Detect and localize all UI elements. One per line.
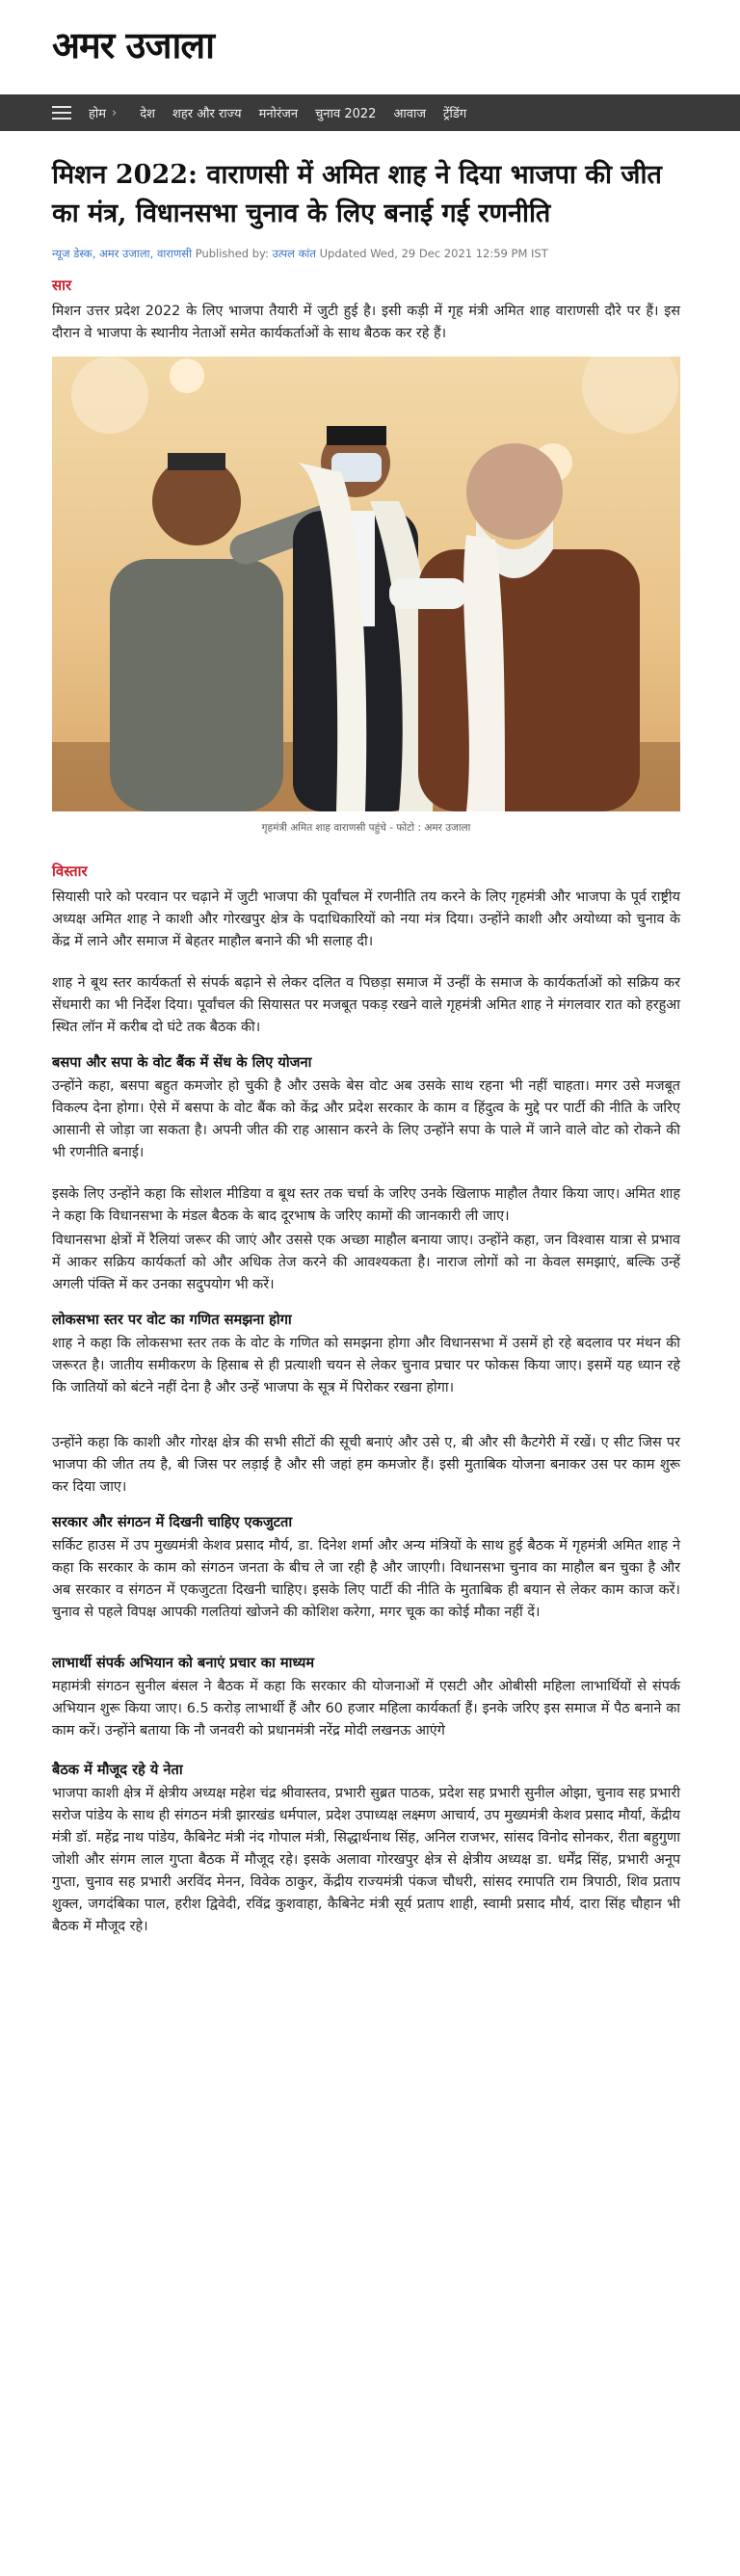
photo-illustration bbox=[52, 357, 680, 811]
subheading: लोकसभा स्तर पर वोट का गणित समझना होगा bbox=[52, 1312, 292, 1328]
desk-link[interactable]: न्यूज डेस्क, अमर उजाला, वाराणसी bbox=[52, 247, 193, 260]
nav-item-trending[interactable]: ट्रेंडिंग bbox=[442, 107, 467, 121]
article-paragraph: सर्किट हाउस में उप मुख्यमंत्री केशव प्रसाद मौर्य, डा. दिनेश शर्मा और अन्य मंत्रियों के साथ हुई बैठक में गृहमंत्री अमित शाह ने कहा कि सरकार के काम को संगठन जनता के बीच ले जा रही है और जाएगी। विधानसभा चुनाव का माहौल बन चुका है और अब सरकार व संगठन में एकजुटता दिखनी चाहिए। इसके लिए पार्टी की नीति के मुताबिक ही बयान से लेकर काम काज करें। चुनाव से पहले विपक्ष आपकी गलतियां खोजने की कोशिश करेगा, मगर चूक का कोई मौका नहीं दें। bbox=[52, 1538, 680, 1620]
article-meta bbox=[52, 245, 680, 262]
nav-items bbox=[89, 94, 484, 131]
article-paragraph: इसके लिए उन्होंने कहा कि सोशल मीडिया व बूथ स्तर तक चर्चा के जरिए उनके खिलाफ माहौल तैयार किया जाए। अमित शाह ने कहा कि विधानसभा के मंडल बैठक के बाद दूरभाष के जरिए कामों की जानकारी ली जाए। bbox=[52, 1186, 680, 1224]
article-image bbox=[52, 357, 680, 811]
published-label: Published by: bbox=[195, 247, 269, 260]
site-header bbox=[0, 0, 740, 94]
subheading: सरकार और संगठन में दिखनी चाहिए एकजुटता bbox=[52, 1514, 293, 1530]
site-logo[interactable]: अमर उजाला bbox=[52, 23, 214, 66]
article-paragraph: सियासी पारे को परवान पर चढ़ाने में जुटी भाजपा की पूर्वांचल में रणनीति तय करने के लिए गृहमंत्री और भाजपा के पूर्व राष्ट्रीय अध्यक्ष अमित शाह ने काशी और गोरखपुर क्षेत्र के पदाधिकारियों को नया मंत्र दिया। उन्होंने काशी और अयोध्या को चुनाव के केंद्र में लाने और समाज में बेहतर माहौल बनाने की भी सलाह दी। bbox=[52, 890, 680, 949]
nav-item-entertainment[interactable]: मनोरंजन bbox=[258, 107, 299, 121]
spacer bbox=[52, 1399, 680, 1426]
subheading: लाभार्थी संपर्क अभियान को बनाएं प्रचार का माध्यम bbox=[52, 1655, 315, 1671]
nav-item-awaaz[interactable]: आवाज bbox=[393, 107, 426, 121]
article-paragraph: उन्होंने कहा, बसपा बहुत कमजोर हो चुकी है और उसके बेस वोट अब उसके साथ रहना भी नहीं चाहता। मगर उसे मजबूत विकल्प देना होगा। ऐसे में बसपा के वोट बैंक को केंद्र और प्रदेश सरकार के काम व हिंदुत्व के मुद्दे पर पार्टी की नीति के जरिए आसानी से जोड़ा जा सकता है। अपनी जीत की राह आसान करने के लिए उन्होंने सपा के पाले में जाने वाले वोट को रोकने की भी रणनीति बनाई। bbox=[52, 1078, 680, 1160]
article bbox=[52, 146, 680, 1938]
spacer bbox=[52, 1164, 680, 1178]
author-link[interactable]: उत्पल कांत bbox=[272, 247, 316, 260]
nav-separator: › bbox=[112, 105, 118, 120]
nav-item-desh[interactable]: देश bbox=[140, 107, 155, 121]
image-caption: गृहमंत्री अमित शाह वाराणसी पहुंचे - फोटो : अमर उजाला bbox=[261, 822, 471, 834]
summary-text: मिशन उत्तर प्रदेश 2022 के लिए भाजपा तैयारी में जुटी हुई है। इसी कड़ी में गृह मंत्री अमित शाह वाराणसी दौरे पर हैं। इस दौरान वे भाजपा के स्थानीय नेताओं समेत कार्यकर्ताओं के साथ बैठक कर रहे हैं। bbox=[52, 304, 680, 341]
detail-label: विस्तार bbox=[52, 863, 88, 880]
article-paragraph: शाह ने कहा कि लोकसभा स्तर तक के वोट के गणित को समझना होगा और विधानसभा में उसमें हो रहे बदलाव पर मंथन की जरूरत है। जातीय समीकरण के हिसाब से ही प्रत्याशी चयन से लेकर चुनाव प्रचार पर फोकस किया जाए। इसमें यह ध्यान रहे कि जातियों को बंटने नहीं देना है और उन्हें भाजपा के सूत्र में पिरोकर रखना होगा। bbox=[52, 1336, 680, 1395]
nav-item-city-state[interactable]: शहर और राज्य bbox=[172, 107, 242, 121]
article-title: मिशन 2022: वाराणसी में अमित शाह ने दिया भाजपा की जीत का मंत्र, विधानसभा चुनाव के लिए बनाई गई रणनीति bbox=[52, 160, 662, 228]
main-nav bbox=[0, 94, 740, 131]
nav-item-home[interactable] bbox=[89, 104, 122, 121]
summary-label: सार bbox=[52, 277, 72, 294]
article-paragraph: महामंत्री संगठन सुनील बंसल ने बैठक में कहा कि सरकार की योजनाओं में एसटी और ओबीसी महिला लाभार्थियों से संपर्क अभियान शुरू किया जाए। 6.5 करोड़ लाभार्थी हैं और 60 हजार महिला कार्यकर्ता हैं। इनके जरिए इस समाज में पैठ बनाने का काम करें। उन्होंने बताया कि नौ जनवरी को प्रधानमंत्री नरेंद्र मोदी लखनऊ आएंगे bbox=[52, 1679, 680, 1739]
article-paragraph: विधानसभा क्षेत्रों में रैलियां जरूर की जाएं और उससे एक अच्छा माहौल बनाया जाए। उन्होंने कहा, जन विश्वास यात्रा से प्रभाव में आकर सक्रिय कार्यकर्ता को और अधिक तेज करने की आवश्यकता है। नाराज लोगों को ना केवल समझाएं, बल्कि उन्हें अगली पंक्ति में कर उनका सदुपयोग भी करें। bbox=[52, 1233, 680, 1292]
nav-item-home-label: होम bbox=[89, 107, 107, 121]
subheading: बैठक में मौजूद रहे ये नेता bbox=[52, 1762, 183, 1778]
updated-timestamp: Updated Wed, 29 Dec 2021 12:59 PM IST bbox=[319, 247, 548, 260]
spacer bbox=[52, 953, 680, 967]
subheading: बसपा और सपा के वोट बैंक में सेंध के लिए योजना bbox=[52, 1054, 312, 1071]
article-paragraph: शाह ने बूथ स्तर कार्यकर्ता से संपर्क बढ़ाने से लेकर दलित व पिछड़ा समाज में उन्हीं के समाज के कार्यकर्ताओं को सक्रिय कर सेंधमारी का भी निर्देश दिया। पूर्वांचल की सियासत पर मजबूत पकड़ रखने वाले गृहमंत्री अमित शाह ने मंगलवार रात को हरहुआ स्थित लॉन में करीब दो घंटे तक बैठक की। bbox=[52, 975, 680, 1035]
nav-item-election-2022[interactable]: चुनाव 2022 bbox=[315, 107, 377, 121]
hamburger-icon[interactable] bbox=[52, 106, 71, 120]
article-paragraph: भाजपा काशी क्षेत्र में क्षेत्रीय अध्यक्ष महेश चंद्र श्रीवास्तव, प्रभारी सुब्रत पाठक, प्रदेश सह प्रभारी सुनील ओझा, चुनाव सह प्रभारी सरोज पांडेय के साथ ही संगठन मंत्री झारखंड धर्मपाल, प्रदेश उपाध्यक्ष लक्ष्मण आचार्य, उप मुख्यमंत्री केशव प्रसाद मौर्या, केंद्रीय मंत्री डॉ. महेंद्र नाथ पांडेय, कैबिनेट मंत्री नंद गोपाल मंत्री, सिद्धार्थनाथ सिंह, अनिल राजभर, सांसद विनोद सोनकर, रीता बहुगुणा जोशी और संगम लाल गुप्ता बैठक में मौजूद रहे। इसके अलावा गोरखपुर क्षेत्र से क्षेत्रीय अध्यक्ष डा. धर्मेंद्र सिंह, प्रभारी अनूप गुप्ता, चुनाव सह प्रभारी अरविंद मेनन, विवेक ठाकुर, केंद्रीय राज्यमंत्री पंकज चौधरी, सांसद रमापति राम त्रिपाठी, शिव प्रताप शुक्ल, जगदंबिका पाल, हरीश द्विवेदी, रविंद्र कुशवाहा, कैबिनेट मंत्री सूर्य प्रताप शाही, स्वामी प्रसाद मौर्य, दारा सिंह चौहान भी बैठक में मौजूद रहे। bbox=[52, 1786, 681, 1934]
article-paragraph: उन्होंने कहा कि काशी और गोरक्ष क्षेत्र की सभी सीटों की सूची बनाएं और उसे ए, बी और सी कैटगेरी में रखें। ए सीट जिस पर भाजपा की जीत तय है, बी जिस पर लड़ाई है और सी जहां हम कमजोर हैं। इसी मुताबिक योजना बनाकर उस पर काम शुरू कर दिया जाए। bbox=[52, 1435, 680, 1495]
